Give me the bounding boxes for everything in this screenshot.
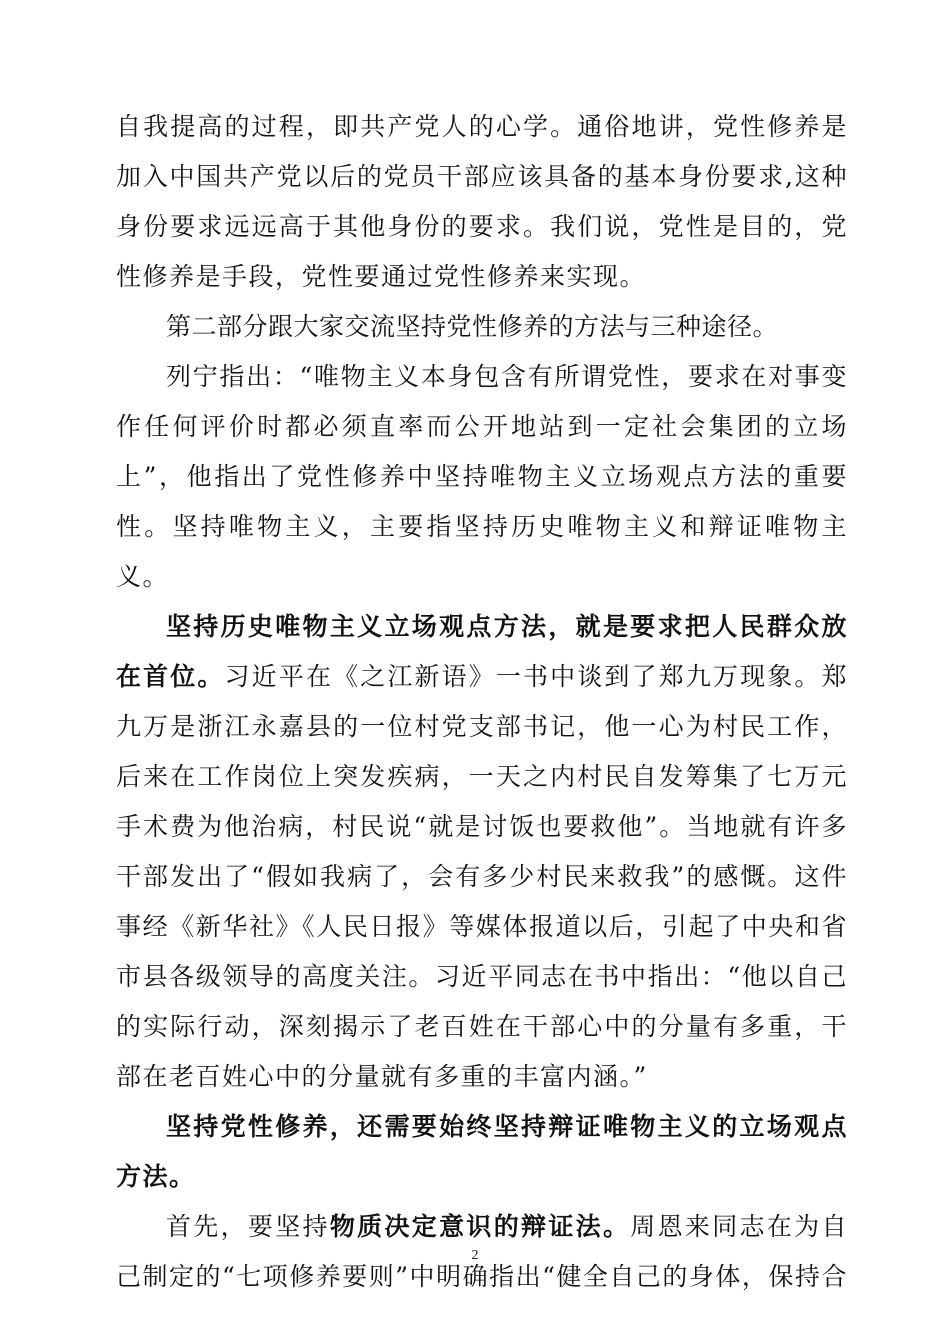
paragraph-text: 周恩来同志在为自己制定的“七项修养要则”中明确指出“健全自己的身体，保持合: [116, 1212, 848, 1291]
paragraph-text: 列宁指出：“唯物主义本身包含有所谓党性，要求在对事变作任何评价时都必须直率而公开地站到一定社会集团的立场上”，他指出了党性修养中坚持唯物主义立场观点方法的重要性。坚持唯物主义，主要指坚持历史唯物主义和辩证唯物主义。: [116, 362, 848, 591]
section-heading-text: 第二部分跟大家交流坚持党性修养的方法与三种途径。: [166, 312, 779, 341]
paragraph-text: 习近平在《之江新语》一书中谈到了郑九万现象。郑九万是浙江永嘉县的一位村党支部书记，他一心为村民工作，后来在工作岗位上突发疾病，一天之内村民自发筹集了七万元手术费为他治病，村民说“就是讨饭也要救他”。当地就有许多干部发出了“假如我病了，会有多少村民来救我”的感慨。这件事经《新华社》《人民日报》等媒体报道以后，引起了中央和省市县各级领导的高度关注。习近平同志在书中指出：“他以自己的实际行动，深刻揭示了老百姓在干部心中的分量有多重，干部在老百姓心中的分量就有多重的丰富内涵。”: [116, 662, 848, 1091]
paragraph-text: 自我提高的过程，即共产党人的心学。通俗地讲，党性修养是加入中国共产党以后的党员干部应该具备的基本身份要求,这种身份要求远远高于其他身份的要求。我们说，党性是目的，党性修养是手段，党性要通过党性修养来实现。: [116, 112, 848, 291]
lead-text: 首先，要坚持: [166, 1212, 330, 1241]
bold-paragraph: [116, 1102, 848, 1202]
bold-paragraph-text: 坚持党性修养，还需要始终坚持辩证唯物主义的立场观点方法。: [116, 1112, 848, 1191]
bold-mid-text: 物质决定意识的辩证法。: [329, 1212, 631, 1241]
paragraph-4: [116, 602, 848, 1102]
bold-lead-text: 坚持历史唯物主义立场观点方法，就是要求把人民群众放在首位。: [116, 612, 848, 691]
paragraph-3: [116, 352, 848, 602]
page-number: 2: [471, 1248, 479, 1263]
body-text: [116, 102, 848, 1302]
paragraph-1: [116, 102, 848, 302]
section-heading: [116, 302, 848, 352]
